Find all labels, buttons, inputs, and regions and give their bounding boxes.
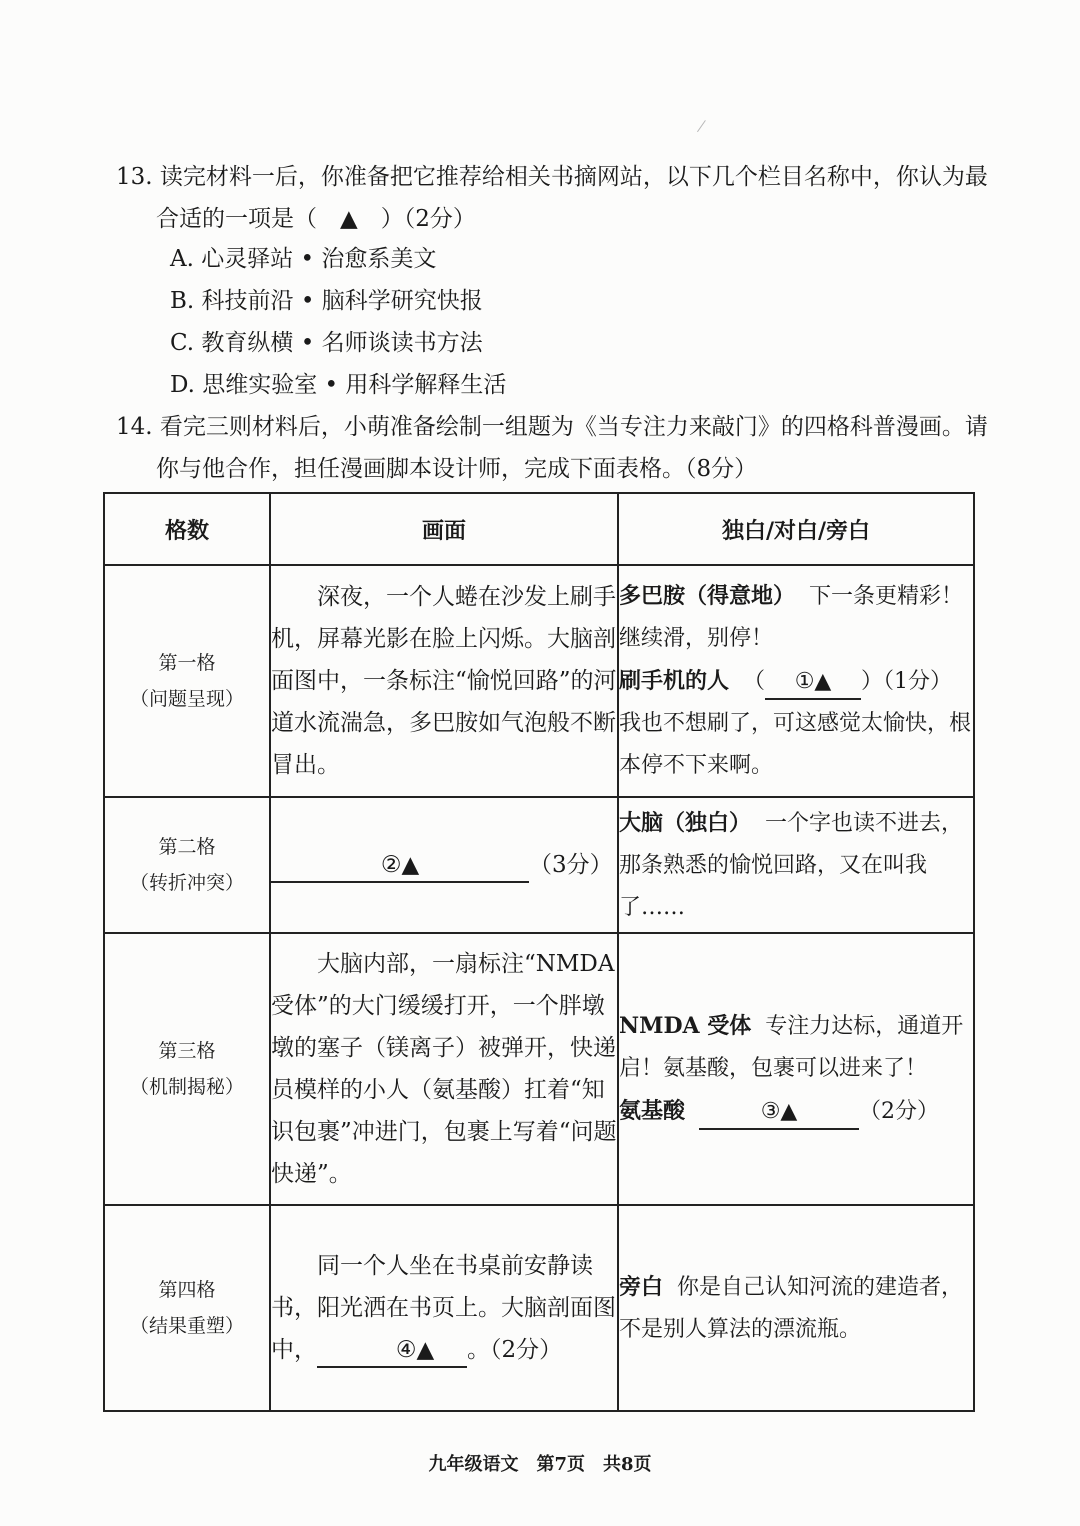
answer-blank-3[interactable]: ③▲ bbox=[699, 1096, 859, 1130]
speaker-name: 旁白 bbox=[619, 1273, 664, 1300]
panel-label: 第二格 （转折冲突） bbox=[104, 797, 270, 933]
answer-blank-2[interactable]: ②▲ bbox=[271, 849, 529, 883]
dialogue-cell: 大脑（独白） 一个字也读不进去，那条熟悉的愉悦回路，又在叫我了…… bbox=[618, 797, 974, 933]
q13-option-d: D. 思维实验室 • 用科学解释生活 bbox=[170, 372, 507, 398]
table-header-row bbox=[104, 493, 974, 565]
header-scene: 画面 bbox=[270, 493, 618, 565]
comic-script-table bbox=[103, 492, 975, 1412]
header-dialogue: 独白/对白/旁白 bbox=[618, 493, 974, 565]
header-panel-number: 格数 bbox=[104, 493, 270, 565]
panel-label: 第一格 （问题呈现） bbox=[104, 565, 270, 797]
question-14 bbox=[116, 406, 988, 490]
page-footer: 九年级语文 第7页 共8页 bbox=[428, 1454, 652, 1475]
q13-option-a: A. 心灵驿站 • 治愈系美文 bbox=[170, 246, 437, 272]
question-13 bbox=[116, 156, 988, 240]
speaker-name: 氨基酸 bbox=[619, 1098, 686, 1124]
q14-line1: 14. 看完三则材料后，小萌准备绘制一组题为《当专注力来敲门》的四格科普漫画。请 bbox=[116, 414, 988, 440]
q13-line2: 合适的一项是（ ▲ ）（2分） bbox=[156, 206, 476, 232]
dialogue-cell: 多巴胺（得意地） 下一条更精彩！继续滑，别停！ 刷手机的人 （ ①▲ ）（1分） 我也不想刷了，可这感觉太愉快，根本停不下来啊。 bbox=[618, 565, 974, 797]
q13-option-c: C. 教育纵横 • 名师谈读书方法 bbox=[170, 330, 483, 356]
speaker-name: NMDA 受体 bbox=[619, 1013, 752, 1039]
table-row bbox=[104, 933, 974, 1205]
stray-pen-mark bbox=[697, 120, 714, 138]
speaker-name: 多巴胺（得意地） bbox=[619, 583, 796, 609]
panel-label: 第三格 （机制揭秘） bbox=[104, 933, 270, 1205]
scene-cell: 大脑内部，一扇标注“NMDA受体”的大门缓缓打开，一个胖墩墩的塞子（镁离子）被弹开，快递员模样的小人（氨基酸）扛着“知识包裹”冲进门，包裹上写着“问题快递”。 bbox=[270, 933, 618, 1205]
table-row bbox=[104, 565, 974, 797]
panel-label: 第四格 （结果重塑） bbox=[104, 1205, 270, 1411]
speaker-name: 大脑（独白） bbox=[619, 809, 752, 836]
q13-option-b: B. 科技前沿 • 脑科学研究快报 bbox=[170, 288, 483, 314]
scene-cell: 同一个人坐在书桌前安静读书，阳光洒在书页上。大脑剖面图中， ④▲ 。（2分） bbox=[270, 1205, 618, 1411]
dialogue-cell: NMDA 受体 专注力达标，通道开启！氨基酸，包裹可以进来了！ 氨基酸 ③▲ （2分） bbox=[618, 933, 974, 1205]
answer-blank-1[interactable]: ①▲ bbox=[765, 666, 861, 700]
table-row bbox=[104, 1205, 974, 1411]
q13-line1: 13. 读完材料一后，你准备把它推荐给相关书摘网站，以下几个栏目名称中，你认为最 bbox=[116, 164, 988, 190]
scene-cell: ②▲ （3分） bbox=[270, 797, 618, 933]
scene-cell: 深夜，一个人蜷在沙发上刷手机，屏幕光影在脸上闪烁。大脑剖面图中，一条标注“愉悦回路”的河道水流湍急，多巴胺如气泡般不断冒出。 bbox=[270, 565, 618, 797]
dialogue-cell: 旁白 你是自己认知河流的建造者，不是别人算法的漂流瓶。 bbox=[618, 1205, 974, 1411]
q14-line2: 你与他合作，担任漫画脚本设计师，完成下面表格。（8分） bbox=[156, 456, 758, 482]
speaker-name: 刷手机的人 bbox=[619, 668, 730, 694]
table-row bbox=[104, 797, 974, 933]
answer-blank-4[interactable]: ④▲ bbox=[317, 1334, 467, 1368]
